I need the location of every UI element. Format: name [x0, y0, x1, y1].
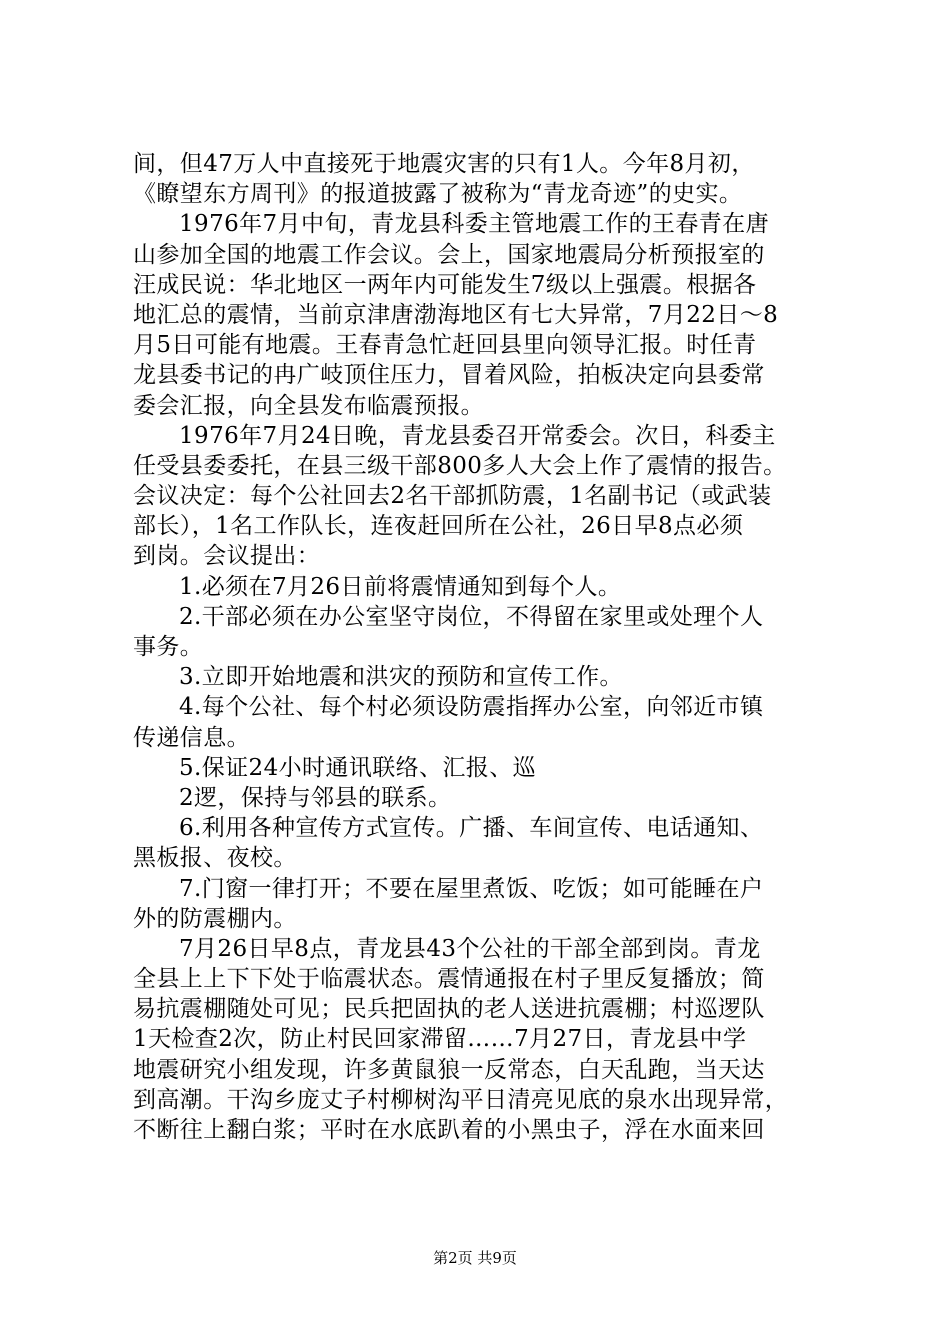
text-line: 地汇总的震情，当前京津唐渤海地区有七大异常，7月22日～8	[133, 301, 779, 328]
list-item-line: 6.利用各种宣传方式宣传。广播、车间宣传、电话通知、	[179, 815, 764, 842]
text-line: 事务。	[133, 634, 204, 660]
text-line: 到高潮。干沟乡庞丈子村柳树沟平日清亮见底的泉水出现异常，	[133, 1086, 789, 1113]
text-line: 《瞭望东方周刊》的报道披露了被称为“青龙奇迹”的史实。	[133, 181, 743, 208]
list-item-line: 3.立即开始地震和洪灾的预防和宣传工作。	[179, 664, 623, 691]
document-body	[133, 149, 833, 1145]
text-line: 到岗。会议提出：	[133, 543, 321, 570]
text-line: 地震研究小组发现，许多黄鼠狼一反常态，白天乱跑，当天达	[133, 1056, 765, 1083]
text-line: 1天检查2次，防止村民回家滞留……7月27日，青龙县中学	[133, 1026, 747, 1053]
list-item-line: 5.保证24小时通讯联络、汇报、巡	[179, 754, 537, 781]
text-line: 部长），1名工作队长，连夜赶回所在公社，26日早8点必须	[133, 513, 744, 540]
page-number-footer: 第2页 共9页	[433, 1249, 517, 1267]
text-line: 间，但47万人中直接死于地震灾害的只有1人。今年8月初，	[133, 151, 755, 177]
text-line: 全县上上下下处于临震状态。震情通报在村子里反复播放；简	[133, 966, 765, 993]
paragraph-start-line: 1976年7月24日晚，青龙县委召开常委会。次日，科委主	[179, 422, 776, 449]
text-line: 委会汇报，向全县发布临震预报。	[133, 392, 484, 419]
text-line: 易抗震棚随处可见；民兵把固执的老人送进抗震棚；村巡逻队	[133, 996, 765, 1023]
text-line: 山参加全国的地震工作会议。会上，国家地震局分析预报室的	[133, 241, 765, 268]
text-line: 会议决定：每个公社回去2名干部抓防震，1名副书记（或武装	[133, 483, 772, 510]
text-line: 汪成民说：华北地区一两年内可能发生7级以上强震。根据各	[133, 271, 757, 298]
list-item-line: 4.每个公社、每个村必须设防震指挥办公室，向邻近市镇	[179, 694, 764, 721]
list-item-line: 1.必须在7月26日前将震情通知到每个人。	[179, 573, 622, 600]
text-line: 月5日可能有地震。王春青急忙赶回县里向领导汇报。时任青	[133, 332, 757, 359]
text-line: 外的防震棚内。	[133, 905, 297, 932]
text-line: 不断往上翻白浆；平时在水底趴着的小黑虫子，浮在水面来回	[133, 1117, 765, 1143]
text-line: 传递信息。	[133, 724, 250, 751]
paragraph-start-line: 1976年7月中旬，青龙县科委主管地震工作的王春青在唐	[179, 211, 769, 238]
paragraph-start-line: 7月26日早8点，青龙县43个公社的干部全部到岗。青龙	[179, 935, 761, 962]
text-line: 任受县委委托，在县三级干部800多人大会上作了震情的报告。	[133, 452, 787, 479]
list-item-line: 2逻，保持与邻县的联系。	[179, 784, 452, 811]
text-line: 龙县委书记的冉广岐顶住压力，冒着风险，拍板决定向县委常	[133, 362, 765, 389]
list-item-line: 7.门窗一律打开；不要在屋里煮饭、吃饭；如可能睡在户	[179, 875, 764, 902]
list-item-line: 2.干部必须在办公室坚守岗位，不得留在家里或处理个人	[179, 603, 764, 630]
text-line: 黑板报、夜校。	[133, 845, 297, 872]
